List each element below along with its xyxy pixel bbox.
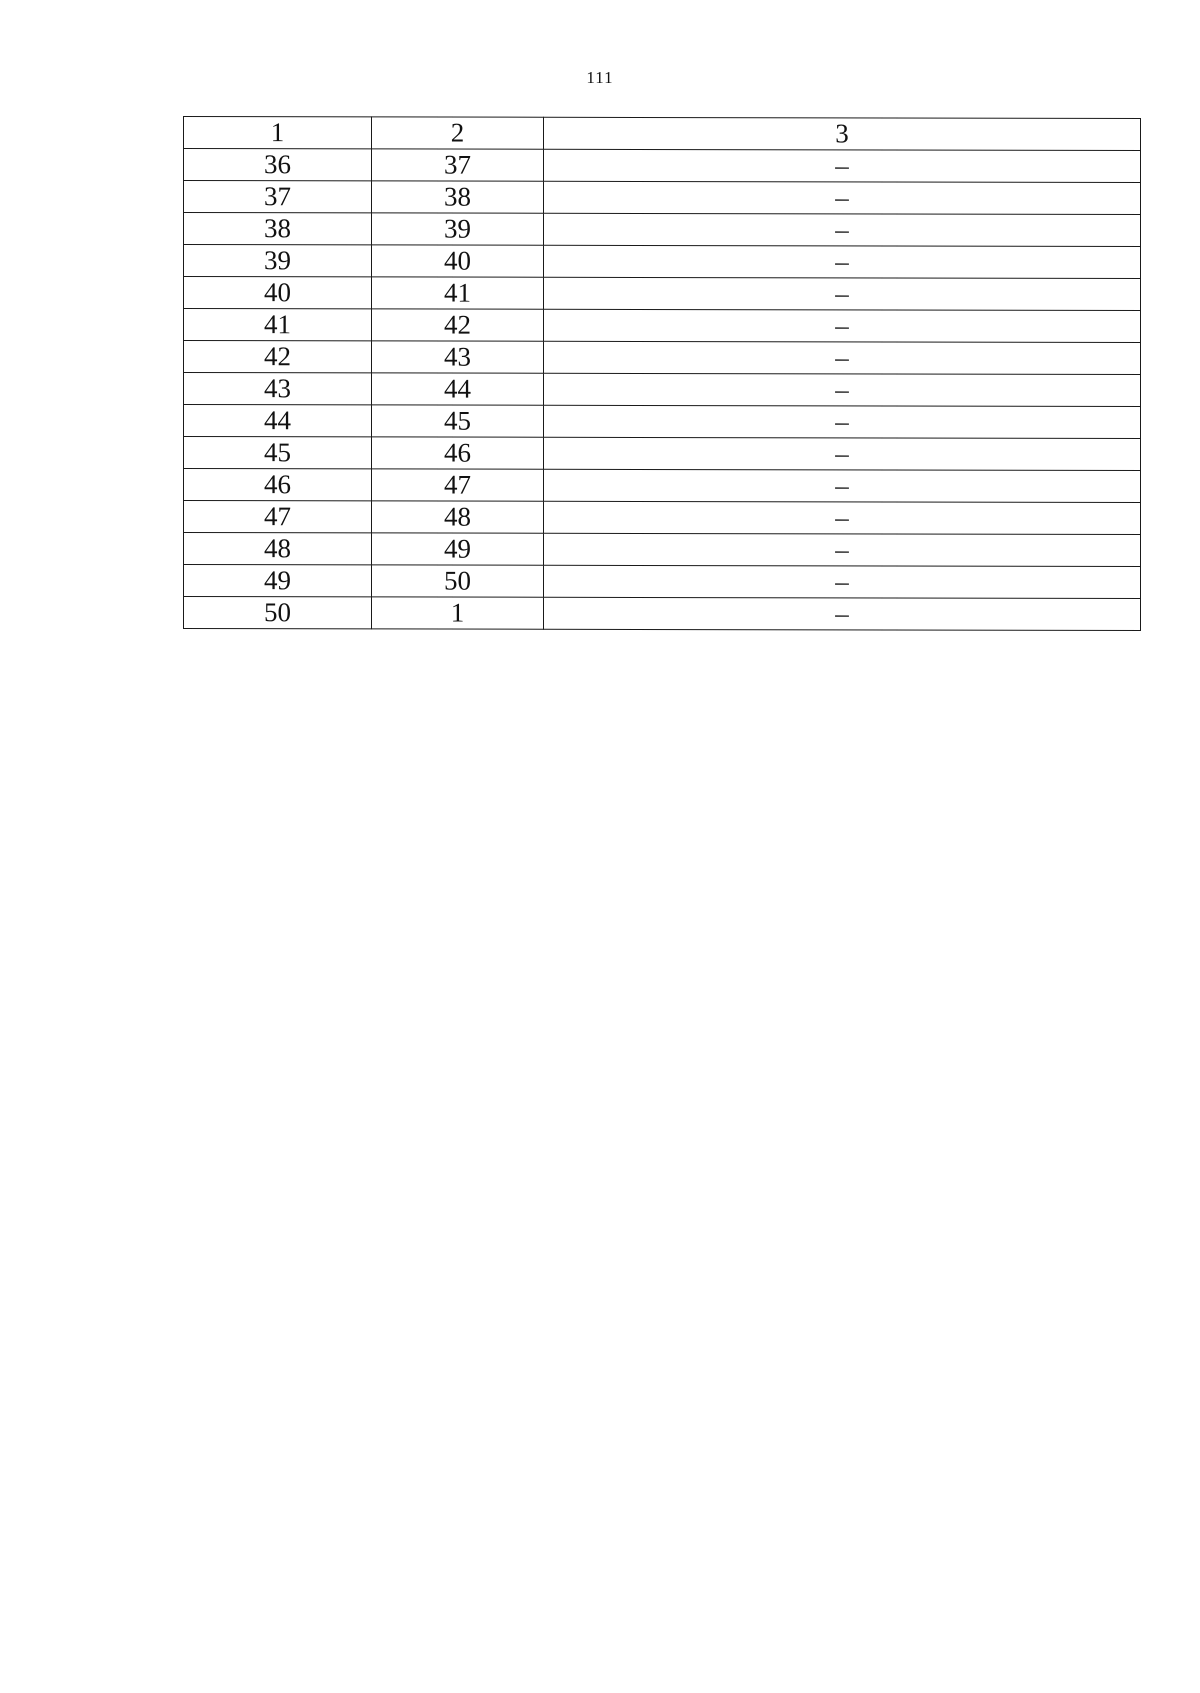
table-cell-col-1: 43 [184,373,372,405]
table-cell-col-3: – [544,277,1141,310]
table-row [184,277,1141,311]
table-cell-col-2: 47 [372,469,544,501]
header-cell-col-2: 2 [372,117,544,149]
table-cell-col-3: – [544,149,1141,182]
table-row [184,309,1141,343]
table-body [184,117,1141,631]
table-cell-col-1: 49 [184,565,372,597]
table-cell-col-2: 1 [372,597,544,629]
table-cell-col-2: 38 [372,181,544,213]
table-cell-col-1: 45 [184,437,372,469]
table-cell-col-1: 38 [184,213,372,245]
table-row [184,405,1141,439]
table-cell-col-1: 42 [184,341,372,373]
table-cell-col-1: 36 [184,149,372,181]
page-number: 111 [586,68,614,87]
table-cell-col-2: 43 [372,341,544,373]
table-cell-col-3: – [544,373,1141,406]
table-row [184,597,1141,631]
table-header-row [184,117,1141,151]
table-cell-col-3: – [544,181,1141,214]
table-cell-col-2: 42 [372,309,544,341]
table-cell-col-1: 44 [184,405,372,437]
table-cell-col-1: 48 [184,533,372,565]
table-cell-col-3: – [544,341,1141,374]
table-row [184,501,1141,535]
table-cell-col-3: – [544,501,1141,534]
table-cell-col-3: – [544,533,1141,566]
data-table [183,116,1141,631]
table-row [184,341,1141,375]
table-cell-col-2: 48 [372,501,544,533]
table-cell-col-2: 45 [372,405,544,437]
table-row [184,373,1141,407]
table-cell-col-1: 50 [184,597,372,629]
table-cell-col-2: 44 [372,373,544,405]
table-cell-col-3: – [544,565,1141,598]
table-cell-col-2: 37 [372,149,544,181]
table-row [184,213,1141,247]
table-cell-col-1: 46 [184,469,372,501]
table-cell-col-1: 41 [184,309,372,341]
table-cell-col-1: 47 [184,501,372,533]
header-cell-col-3: 3 [544,117,1141,150]
table-cell-col-1: 40 [184,277,372,309]
table-cell-col-2: 50 [372,565,544,597]
table-cell-col-2: 39 [372,213,544,245]
table-cell-col-2: 49 [372,533,544,565]
table-cell-col-3: – [544,213,1141,246]
table-cell-col-2: 40 [372,245,544,277]
table-cell-col-3: – [544,245,1141,278]
header-cell-col-1: 1 [184,117,372,149]
table-cell-col-3: – [544,437,1141,470]
table-cell-col-3: – [544,469,1141,502]
table-row [184,565,1141,599]
table-cell-col-3: – [544,597,1141,630]
table-row [184,181,1141,215]
table-row [184,437,1141,471]
table-row [184,149,1141,183]
table-row [184,533,1141,567]
table-cell-col-3: – [544,309,1141,342]
table-row [184,245,1141,279]
table-cell-col-2: 41 [372,277,544,309]
table-cell-col-1: 37 [184,181,372,213]
table-cell-col-2: 46 [372,437,544,469]
table-cell-col-1: 39 [184,245,372,277]
table-cell-col-3: – [544,405,1141,438]
table-row [184,469,1141,503]
